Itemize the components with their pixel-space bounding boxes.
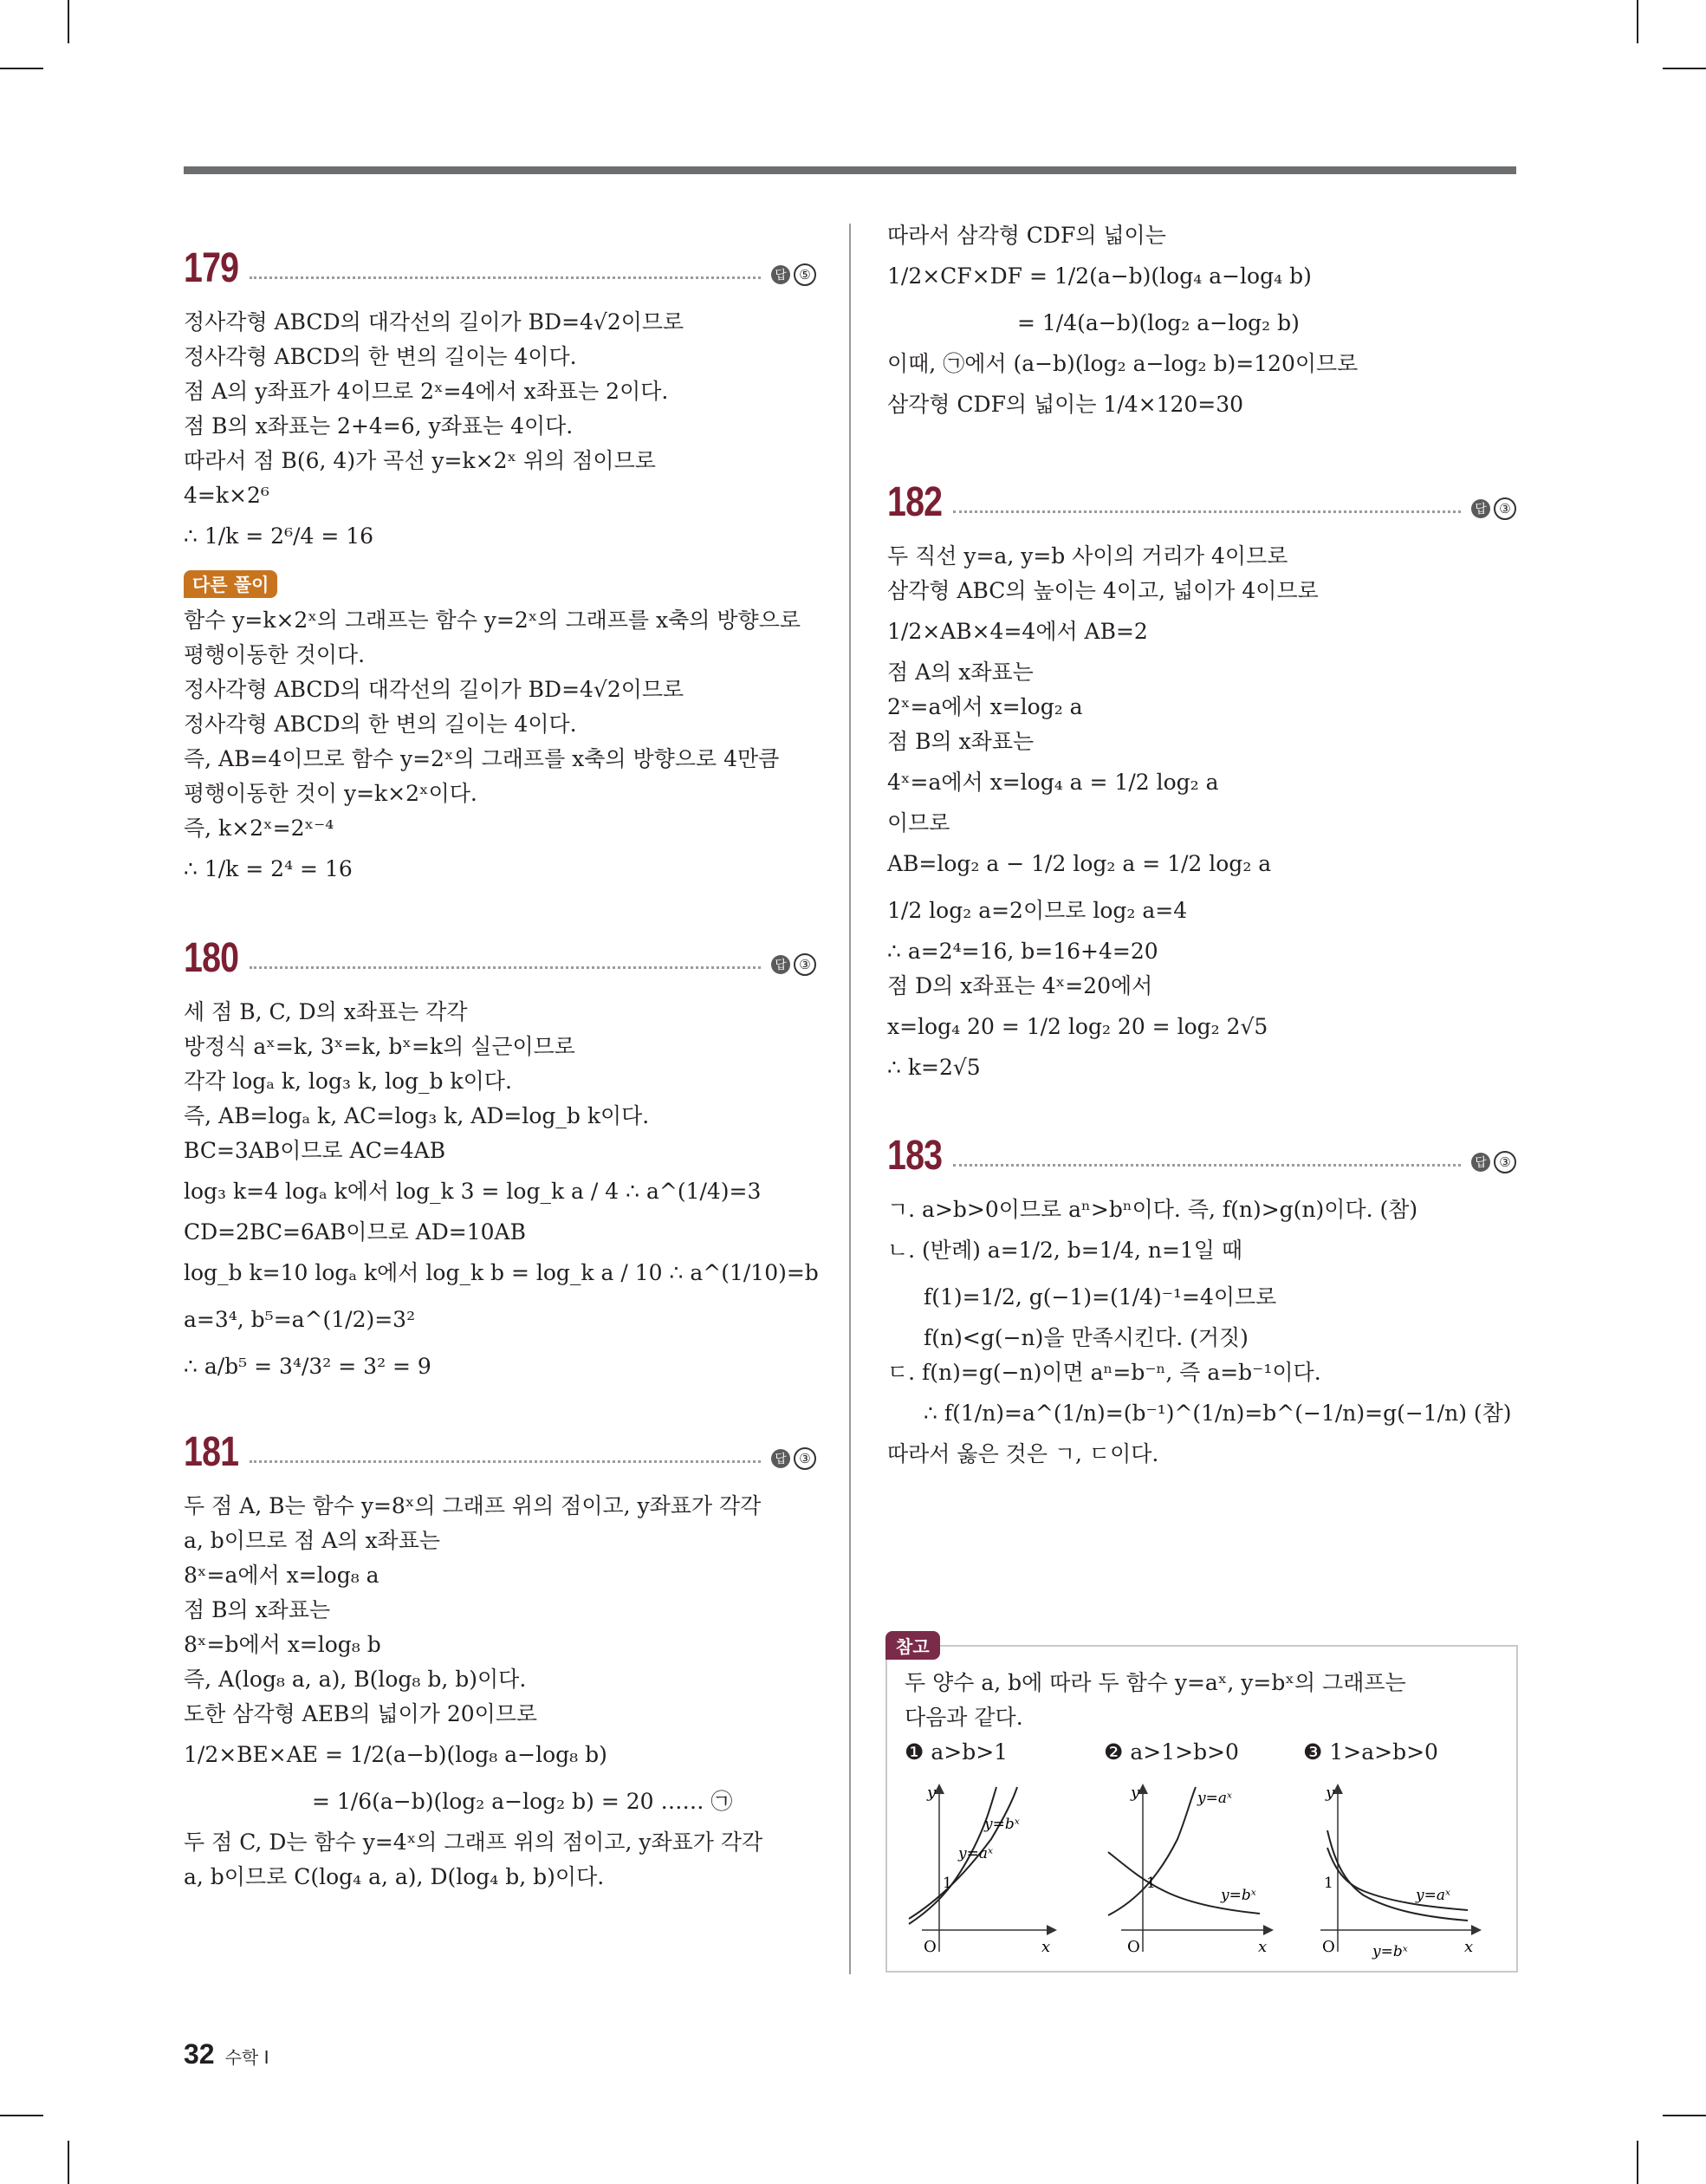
solution-line: 정사각형 ABCD의 대각선의 길이가 BD=4√2이므로 — [184, 309, 684, 335]
solution-line: BC=3AB이므로 AC=4AB — [184, 1138, 446, 1163]
page-footer — [184, 2038, 269, 2070]
case-1-label: ❶ a>b>1 — [905, 1739, 1009, 1765]
ya-label: y=aˣ — [1416, 1887, 1451, 1904]
solution-line: ∴ a=2⁴=16, b=16+4=20 — [887, 939, 1158, 964]
left-column — [184, 208, 819, 1895]
solution-line: x=log₄ 20 = 1/2 log₂ 20 = log₂ 2√5 — [887, 1014, 1268, 1039]
problem-header — [184, 232, 816, 289]
case-2-label: ❷ a>1>b>0 — [1104, 1739, 1239, 1765]
alt-solution-line: 정사각형 ABCD의 한 변의 길이는 4이다. — [184, 712, 577, 737]
one-label: 1 — [1324, 1875, 1333, 1892]
crop-mark — [1637, 0, 1638, 43]
solution-line: 각각 logₐ k, log₃ k, log_b k이다. — [184, 1069, 512, 1094]
yb-label: y=bˣ — [984, 1816, 1020, 1833]
answer-marker — [1471, 497, 1516, 520]
alt-solution-line: 평행이동한 것이 y=k×2ˣ이다. — [184, 781, 477, 806]
origin-label: O — [1127, 1938, 1140, 1956]
graph-case-3 — [1320, 1784, 1476, 1960]
solution-line: 세 점 B, C, D의 x좌표는 각각 — [184, 999, 468, 1024]
answer-badge: 답 — [1471, 499, 1490, 518]
problem-header — [887, 466, 1516, 523]
solution-line: 이므로 — [887, 810, 950, 835]
solution-line: 1/2×BE×AE = 1/2(a−b)(log₈ a−log₈ b) — [184, 1742, 607, 1767]
alt-solution-label: 다른 풀이 — [184, 570, 277, 598]
solution-line: a, b이므로 C(log₄ a, a), D(log₄ b, b)이다. — [184, 1864, 605, 1889]
solution-line: = 1/4(a−b)(log₂ a−log₂ b) — [1017, 310, 1300, 335]
one-label: 1 — [1146, 1875, 1156, 1892]
reference-line: 두 양수 a, b에 따라 두 함수 y=aˣ, y=bˣ의 그래프는 — [905, 1670, 1406, 1695]
reference-label: 참고 — [885, 1631, 940, 1660]
solution-line: 두 직선 y=a, y=b 사이의 거리가 4이므로 — [887, 543, 1288, 569]
problem-number: 183 — [887, 1133, 943, 1179]
solution-line: 4ˣ=a에서 x=log₄ a = 1/2 log₂ a — [887, 770, 1219, 795]
solution-line: 1/2×AB×4=4에서 AB=2 — [887, 619, 1148, 644]
alt-solution-line: 함수 y=k×2ˣ의 그래프는 함수 y=2ˣ의 그래프를 x축의 방향으로 — [184, 608, 801, 633]
y-label: y — [1326, 1784, 1335, 1802]
solution-line: ㄴ. (반례) a=1/2, b=1/4, n=1일 때 — [887, 1238, 1243, 1263]
leader-dots — [250, 276, 761, 279]
header-rule — [184, 166, 1516, 174]
solution-line: 점 B의 x좌표는 — [184, 1597, 331, 1622]
answer-value: ③ — [794, 1447, 816, 1470]
ya-label: y=aˣ — [1197, 1790, 1233, 1807]
crop-mark — [68, 0, 69, 43]
problem-number: 181 — [184, 1429, 239, 1475]
solution-line: 점 A의 y좌표가 4이므로 2ˣ=4에서 x좌표는 2이다. — [184, 379, 669, 404]
solution-line: 2ˣ=a에서 x=log₂ a — [887, 694, 1083, 719]
answer-marker — [1471, 1151, 1516, 1173]
solution-line: 방정식 aˣ=k, 3ˣ=k, bˣ=k의 실근이므로 — [184, 1034, 575, 1059]
y-label: y — [1131, 1784, 1140, 1802]
crop-mark — [0, 68, 43, 69]
solution-line: log_b k=10 logₐ k에서 log_k b = log_k a / 10 ∴ a^(1/10)=b — [184, 1260, 819, 1285]
answer-value: ③ — [1494, 497, 1516, 520]
reference-line: 다음과 같다. — [905, 1705, 1023, 1730]
solution-line: 점 A의 x좌표는 — [887, 660, 1034, 685]
one-label: 1 — [943, 1875, 952, 1892]
solution-line: f(n)<g(−n)을 만족시킨다. (거짓) — [924, 1325, 1249, 1350]
answer-badge: 답 — [1471, 1153, 1490, 1172]
solution-line: a, b이므로 점 A의 x좌표는 — [184, 1528, 440, 1553]
solution-line: = 1/6(a−b)(log₂ a−log₂ b) = 20 …… ㉠ — [312, 1789, 733, 1814]
solution-line: log₃ k=4 logₐ k에서 log_k 3 = log_k a / 4 ∴ a^(1/4)=3 — [184, 1179, 762, 1204]
answer-marker — [771, 263, 816, 286]
answer-badge: 답 — [771, 1449, 790, 1468]
answer-value: ⑤ — [794, 263, 816, 286]
solution-line: 이때, ㉠에서 (a−b)(log₂ a−log₂ b)=120이므로 — [887, 351, 1359, 376]
reference-text — [905, 1666, 1502, 1770]
alt-solution-line: 즉, k×2ˣ=2ˣ⁻⁴ — [184, 816, 334, 841]
answer-marker — [771, 1447, 816, 1470]
leader-dots — [250, 966, 761, 969]
solution-line: 4=k×2⁶ — [184, 483, 269, 508]
solution-line: 즉, AB=logₐ k, AC=log₃ k, AD=log_b k이다. — [184, 1103, 650, 1128]
solution-line: 8ˣ=a에서 x=log₈ a — [184, 1563, 379, 1588]
subject-label: 수학 I — [224, 2047, 269, 2068]
crop-mark — [0, 2115, 43, 2116]
case-3-label: ❸ 1>a>b>0 — [1303, 1739, 1438, 1765]
solution-line: 따라서 점 B(6, 4)가 곡선 y=k×2ˣ 위의 점이므로 — [184, 448, 656, 473]
crop-mark — [68, 2141, 69, 2184]
solution-line: 따라서 삼각형 CDF의 넓이는 — [887, 223, 1166, 248]
origin-label: O — [1322, 1938, 1335, 1956]
ya-label: y=aˣ — [958, 1845, 994, 1862]
answer-badge: 답 — [771, 955, 790, 974]
alt-solution-line: 정사각형 ABCD의 대각선의 길이가 BD=4√2이므로 — [184, 677, 684, 702]
answer-value: ③ — [1494, 1151, 1516, 1173]
curve-ya — [1108, 1787, 1196, 1915]
page-number: 32 — [184, 2038, 215, 2070]
reference-cases — [905, 1735, 1502, 1770]
solution-line: 삼각형 CDF의 넓이는 1/4×120=30 — [887, 392, 1244, 417]
problem-number: 182 — [887, 479, 943, 525]
problem-header — [184, 1416, 816, 1473]
leader-dots — [250, 1460, 761, 1463]
solution-line: 정사각형 ABCD의 한 변의 길이는 4이다. — [184, 344, 577, 369]
solution-line: ∴ f(1/n)=a^(1/n)=(b⁻¹)^(1/n)=b^(−1/n)=g(−1/n) (참) — [924, 1401, 1512, 1426]
x-label: x — [1041, 1938, 1051, 1956]
graph-case-1 — [909, 1784, 1052, 1956]
origin-label: O — [924, 1938, 937, 1956]
problem-header — [887, 1120, 1516, 1177]
solution-line: CD=2BC=6AB이므로 AD=10AB — [184, 1219, 526, 1245]
curve-yb — [1327, 1830, 1468, 1921]
solution-line: 도한 삼각형 AEB의 넓이가 20이므로 — [184, 1701, 538, 1726]
solution-line: 점 B의 x좌표는 2+4=6, y좌표는 4이다. — [184, 413, 574, 439]
problem-header — [184, 922, 816, 979]
solution-line: 두 점 A, B는 함수 y=8ˣ의 그래프 위의 점이고, y좌표가 각각 — [184, 1493, 762, 1518]
solution-line: 삼각형 ABC의 높이는 4이고, 넓이가 4이므로 — [887, 578, 1319, 603]
curve-yb — [1108, 1852, 1260, 1914]
solution-line: 1/2 log₂ a=2이므로 log₂ a=4 — [887, 898, 1188, 923]
alt-solution-line: 평행이동한 것이다. — [184, 642, 366, 667]
reference-graphs — [905, 1778, 1502, 1960]
yb-label: y=bˣ — [1372, 1943, 1408, 1960]
alt-solution-line: ∴ 1/k = 2⁴ = 16 — [184, 856, 353, 881]
solution-line: f(1)=1/2, g(−1)=(1/4)⁻¹=4이므로 — [924, 1284, 1277, 1310]
leader-dots — [953, 1164, 1461, 1167]
crop-mark — [1637, 2141, 1638, 2184]
solution-line: ㄱ. a>b>0이므로 aⁿ>bⁿ이다. 즉, f(n)>g(n)이다. (참) — [887, 1197, 1418, 1222]
problem-number: 180 — [184, 935, 239, 981]
solution-line: ∴ k=2√5 — [887, 1055, 981, 1080]
solution-line: 점 B의 x좌표는 — [887, 729, 1035, 754]
y-label: y — [927, 1784, 937, 1802]
yb-label: y=bˣ — [1221, 1887, 1256, 1904]
right-column — [887, 218, 1516, 1472]
solution-line: 두 점 C, D는 함수 y=4ˣ의 그래프 위의 점이고, y좌표가 각각 — [184, 1830, 763, 1855]
solution-line: ㄷ. f(n)=g(−n)이면 aⁿ=b⁻ⁿ, 즉 a=b⁻¹이다. — [887, 1360, 1321, 1385]
problem-number: 179 — [184, 245, 239, 291]
answer-badge: 답 — [771, 265, 790, 284]
solution-line: 따라서 옳은 것은 ㄱ, ㄷ이다. — [887, 1441, 1159, 1466]
crop-mark — [1663, 2115, 1706, 2116]
crop-mark — [1663, 68, 1706, 69]
alt-solution-line: 즉, AB=4이므로 함수 y=2ˣ의 그래프를 x축의 방향으로 4만큼 — [184, 746, 780, 771]
solution-line: 점 D의 x좌표는 4ˣ=20에서 — [887, 973, 1153, 998]
answer-marker — [771, 953, 816, 976]
x-label: x — [1464, 1938, 1474, 1956]
solution-line: ∴ a/b⁵ = 3⁴/3² = 3² = 9 — [184, 1354, 431, 1379]
solution-line: a=3⁴, b⁵=a^(1/2)=3² — [184, 1307, 416, 1332]
column-divider — [849, 224, 851, 1974]
solution-line: AB=log₂ a − 1/2 log₂ a = 1/2 log₂ a — [887, 851, 1272, 876]
graph-case-2 — [1108, 1784, 1268, 1956]
leader-dots — [953, 510, 1461, 513]
solution-line: ∴ 1/k = 2⁶/4 = 16 — [184, 523, 374, 549]
answer-value: ③ — [794, 953, 816, 976]
solution-line: 1/2×CF×DF = 1/2(a−b)(log₄ a−log₄ b) — [887, 263, 1312, 289]
solution-line: 8ˣ=b에서 x=log₈ b — [184, 1632, 381, 1657]
x-label: x — [1258, 1938, 1268, 1956]
solution-line: 즉, A(log₈ a, a), B(log₈ b, b)이다. — [184, 1667, 527, 1692]
